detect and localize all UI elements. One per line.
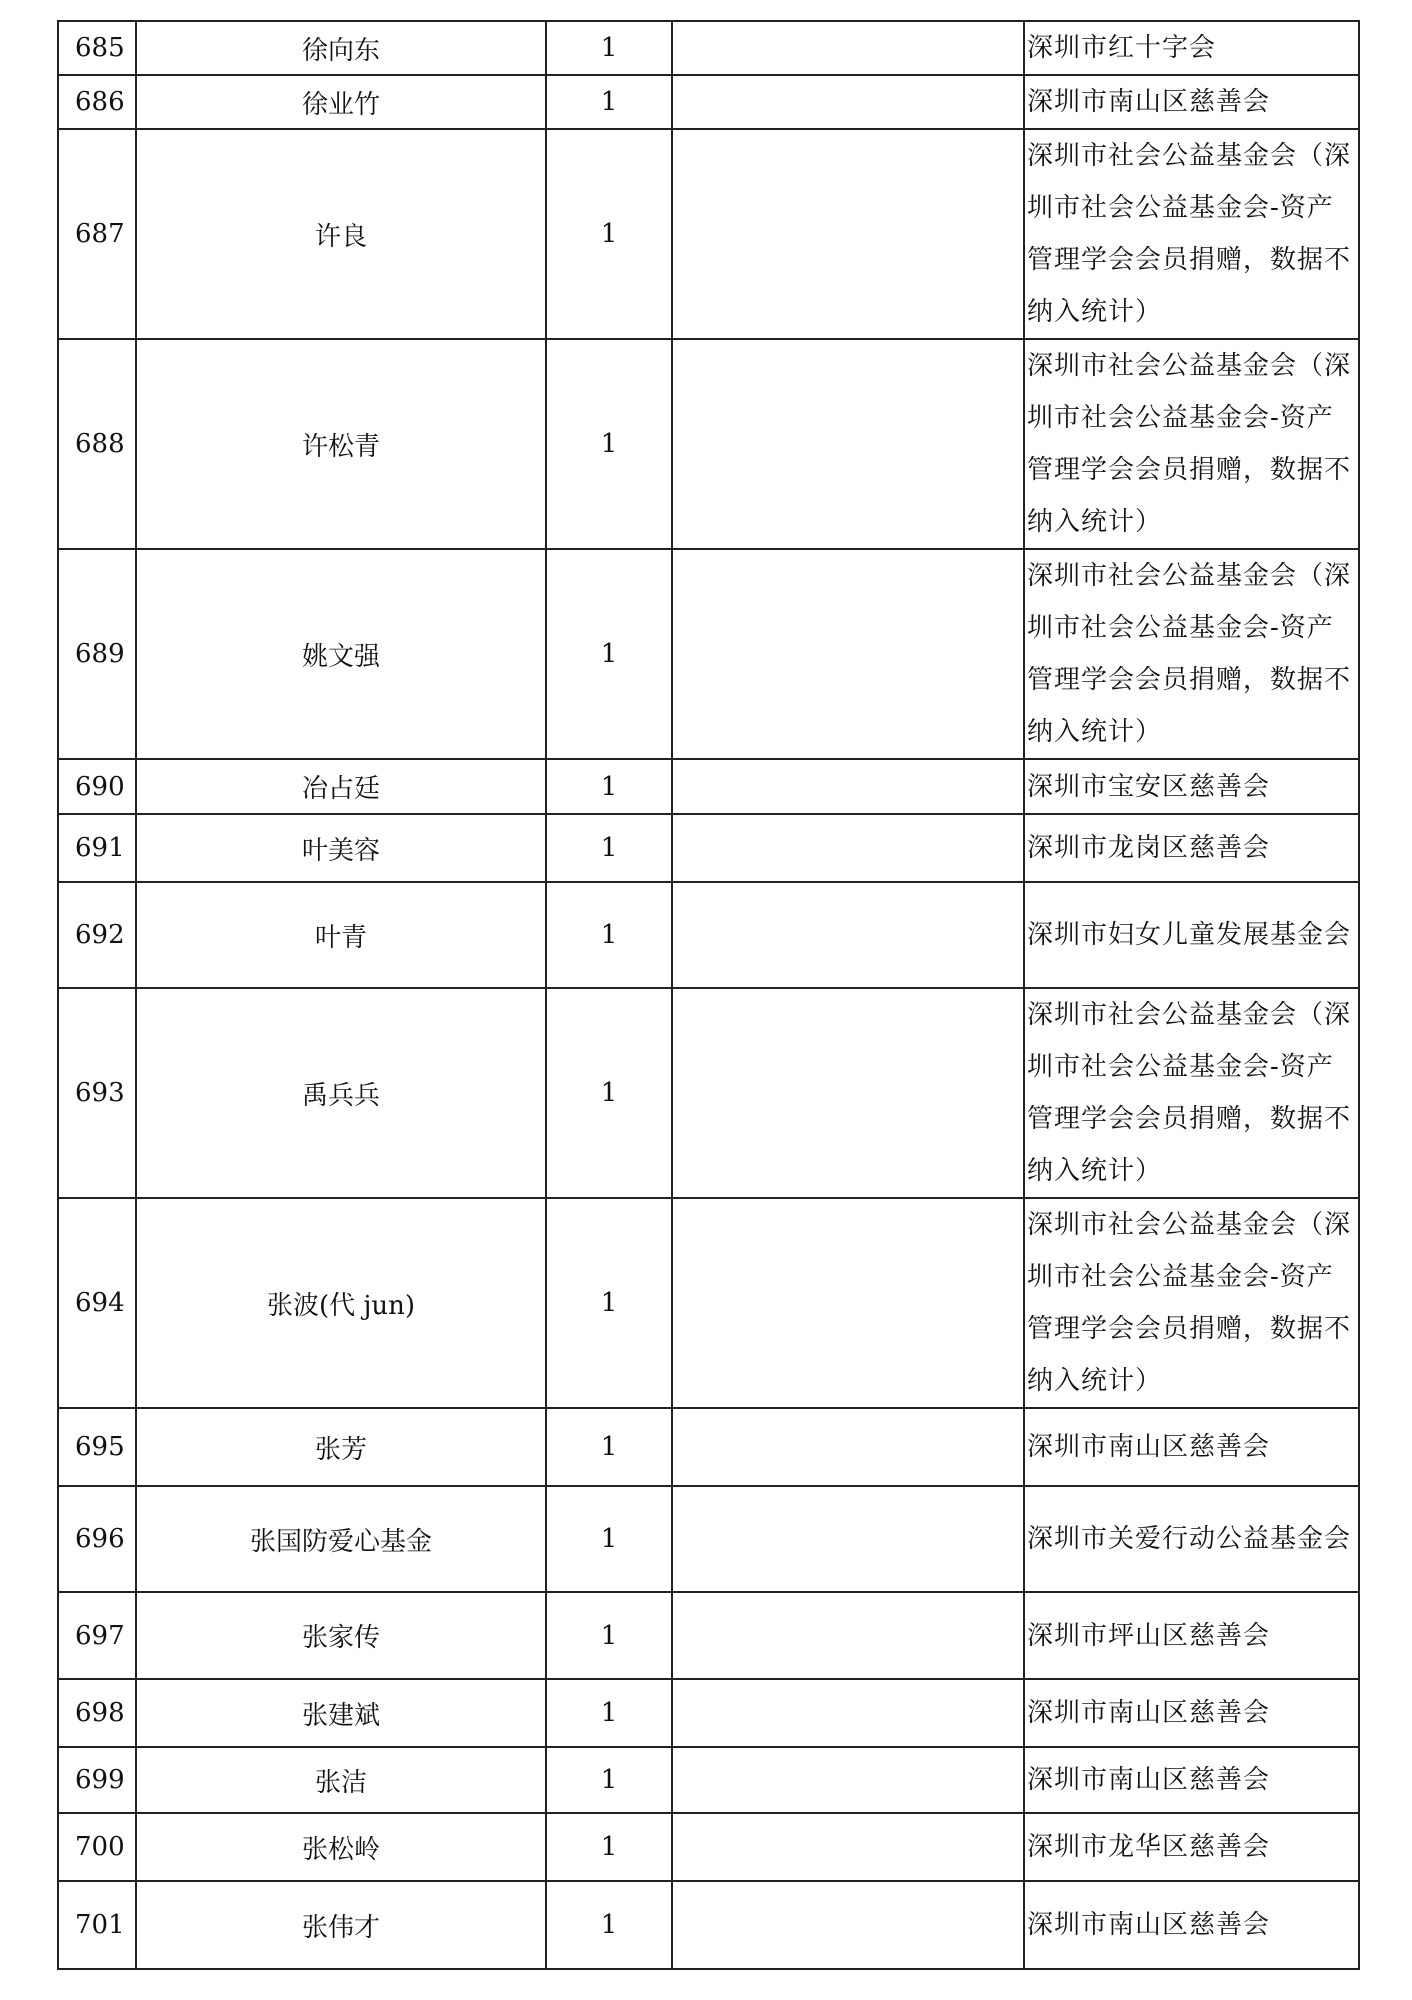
donation-count: 1 bbox=[546, 339, 672, 549]
donor-name: 冶占廷 bbox=[136, 759, 546, 814]
table-row bbox=[58, 1881, 1359, 1969]
donation-count: 1 bbox=[546, 814, 672, 882]
donation-count: 1 bbox=[546, 549, 672, 759]
table-row bbox=[58, 1813, 1359, 1881]
row-number: 698 bbox=[58, 1679, 136, 1747]
receiving-organization: 深圳市社会公益基金会（深圳市社会公益基金会-资产管理学会会员捐赠，数据不纳入统计） bbox=[1024, 988, 1359, 1198]
table-row bbox=[58, 1747, 1359, 1813]
row-number: 688 bbox=[58, 339, 136, 549]
donation-count: 1 bbox=[546, 129, 672, 339]
note-cell bbox=[672, 1813, 1024, 1881]
note-cell bbox=[672, 1747, 1024, 1813]
receiving-organization: 深圳市红十字会 bbox=[1024, 21, 1359, 75]
receiving-organization: 深圳市社会公益基金会（深圳市社会公益基金会-资产管理学会会员捐赠，数据不纳入统计） bbox=[1024, 1198, 1359, 1408]
row-number: 697 bbox=[58, 1592, 136, 1679]
note-cell bbox=[672, 1881, 1024, 1969]
donation-count: 1 bbox=[546, 75, 672, 129]
table-row bbox=[58, 339, 1359, 549]
note-cell bbox=[672, 814, 1024, 882]
note-cell bbox=[672, 1679, 1024, 1747]
donor-name: 徐向东 bbox=[136, 21, 546, 75]
table-row bbox=[58, 814, 1359, 882]
table-row bbox=[58, 1198, 1359, 1408]
table-row bbox=[58, 1679, 1359, 1747]
table-row bbox=[58, 21, 1359, 75]
row-number: 687 bbox=[58, 129, 136, 339]
table-row bbox=[58, 988, 1359, 1198]
donor-name: 姚文强 bbox=[136, 549, 546, 759]
note-cell bbox=[672, 21, 1024, 75]
donation-count: 1 bbox=[546, 1408, 672, 1486]
table-row bbox=[58, 75, 1359, 129]
row-number: 690 bbox=[58, 759, 136, 814]
row-number: 701 bbox=[58, 1881, 136, 1969]
receiving-organization: 深圳市南山区慈善会 bbox=[1024, 1679, 1359, 1747]
receiving-organization: 深圳市社会公益基金会（深圳市社会公益基金会-资产管理学会会员捐赠，数据不纳入统计） bbox=[1024, 129, 1359, 339]
donor-name: 张家传 bbox=[136, 1592, 546, 1679]
note-cell bbox=[672, 882, 1024, 988]
donor-table-body bbox=[58, 21, 1359, 1969]
donor-name: 许松青 bbox=[136, 339, 546, 549]
row-number: 692 bbox=[58, 882, 136, 988]
donation-count: 1 bbox=[546, 1592, 672, 1679]
table-row bbox=[58, 549, 1359, 759]
receiving-organization: 深圳市南山区慈善会 bbox=[1024, 1881, 1359, 1969]
row-number: 693 bbox=[58, 988, 136, 1198]
note-cell bbox=[672, 1592, 1024, 1679]
table-row bbox=[58, 882, 1359, 988]
row-number: 696 bbox=[58, 1486, 136, 1592]
row-number: 686 bbox=[58, 75, 136, 129]
donor-name: 禹兵兵 bbox=[136, 988, 546, 1198]
row-number: 685 bbox=[58, 21, 136, 75]
donor-name: 张波(代 jun) bbox=[136, 1198, 546, 1408]
receiving-organization: 深圳市南山区慈善会 bbox=[1024, 75, 1359, 129]
donation-count: 1 bbox=[546, 1881, 672, 1969]
note-cell bbox=[672, 759, 1024, 814]
donor-name: 叶美容 bbox=[136, 814, 546, 882]
table-row bbox=[58, 759, 1359, 814]
row-number: 695 bbox=[58, 1408, 136, 1486]
receiving-organization: 深圳市关爱行动公益基金会 bbox=[1024, 1486, 1359, 1592]
donation-count: 1 bbox=[546, 1486, 672, 1592]
donor-name: 张国防爱心基金 bbox=[136, 1486, 546, 1592]
table-row bbox=[58, 1408, 1359, 1486]
donor-name: 张洁 bbox=[136, 1747, 546, 1813]
receiving-organization: 深圳市社会公益基金会（深圳市社会公益基金会-资产管理学会会员捐赠，数据不纳入统计） bbox=[1024, 549, 1359, 759]
note-cell bbox=[672, 549, 1024, 759]
note-cell bbox=[672, 339, 1024, 549]
note-cell bbox=[672, 1486, 1024, 1592]
donor-name: 张芳 bbox=[136, 1408, 546, 1486]
note-cell bbox=[672, 1408, 1024, 1486]
note-cell bbox=[672, 988, 1024, 1198]
table-row bbox=[58, 1592, 1359, 1679]
row-number: 699 bbox=[58, 1747, 136, 1813]
donor-name: 许良 bbox=[136, 129, 546, 339]
note-cell bbox=[672, 129, 1024, 339]
donor-table bbox=[57, 20, 1360, 1970]
table-row bbox=[58, 129, 1359, 339]
donation-count: 1 bbox=[546, 1679, 672, 1747]
receiving-organization: 深圳市龙岗区慈善会 bbox=[1024, 814, 1359, 882]
donor-name: 张伟才 bbox=[136, 1881, 546, 1969]
receiving-organization: 深圳市南山区慈善会 bbox=[1024, 1747, 1359, 1813]
donor-name: 叶青 bbox=[136, 882, 546, 988]
donation-count: 1 bbox=[546, 1813, 672, 1881]
receiving-organization: 深圳市宝安区慈善会 bbox=[1024, 759, 1359, 814]
note-cell bbox=[672, 75, 1024, 129]
row-number: 689 bbox=[58, 549, 136, 759]
row-number: 694 bbox=[58, 1198, 136, 1408]
row-number: 700 bbox=[58, 1813, 136, 1881]
row-number: 691 bbox=[58, 814, 136, 882]
donation-count: 1 bbox=[546, 882, 672, 988]
note-cell bbox=[672, 1198, 1024, 1408]
donation-count: 1 bbox=[546, 1198, 672, 1408]
donation-count: 1 bbox=[546, 21, 672, 75]
donor-name: 徐业竹 bbox=[136, 75, 546, 129]
donor-name: 张建斌 bbox=[136, 1679, 546, 1747]
receiving-organization: 深圳市社会公益基金会（深圳市社会公益基金会-资产管理学会会员捐赠，数据不纳入统计） bbox=[1024, 339, 1359, 549]
table-row bbox=[58, 1486, 1359, 1592]
donor-name: 张松岭 bbox=[136, 1813, 546, 1881]
donation-count: 1 bbox=[546, 1747, 672, 1813]
receiving-organization: 深圳市龙华区慈善会 bbox=[1024, 1813, 1359, 1881]
receiving-organization: 深圳市妇女儿童发展基金会 bbox=[1024, 882, 1359, 988]
receiving-organization: 深圳市坪山区慈善会 bbox=[1024, 1592, 1359, 1679]
donation-count: 1 bbox=[546, 988, 672, 1198]
donation-count: 1 bbox=[546, 759, 672, 814]
receiving-organization: 深圳市南山区慈善会 bbox=[1024, 1408, 1359, 1486]
